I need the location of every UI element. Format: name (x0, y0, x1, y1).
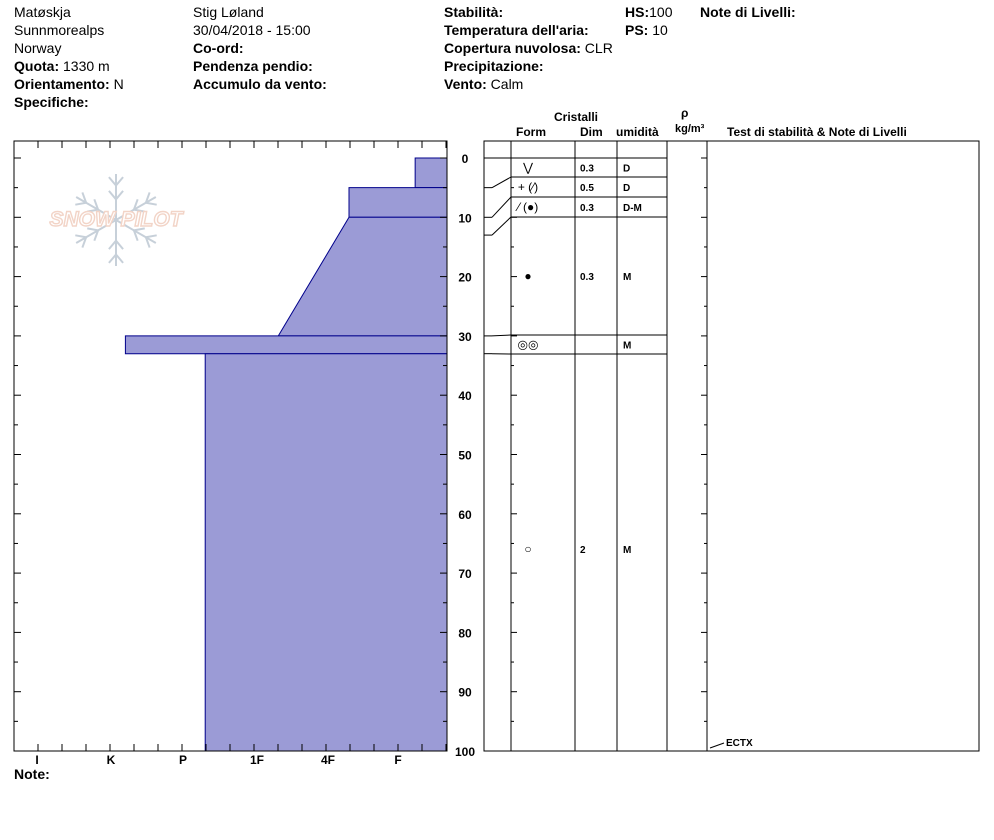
depth-tick-label: 70 (458, 567, 472, 582)
layer-moisture-value: M (623, 272, 632, 283)
layer-form-symbol: ⁄ (●) (517, 200, 539, 214)
ps-value: 10 (652, 22, 668, 38)
depth-tick-label: 20 (458, 270, 472, 285)
hardness-segment (205, 354, 447, 751)
location: Matøskja (14, 4, 71, 20)
note-label: Note: (14, 766, 50, 782)
layer-moisture-value: D (623, 163, 631, 175)
layer-form-symbol: ● (524, 269, 532, 283)
layer-form-symbol: ○ (524, 542, 532, 556)
crystals-header: Cristalli (554, 110, 599, 124)
wind-label: Vento: (444, 76, 487, 92)
snowpilot-watermark (50, 174, 185, 266)
aspect-label: Orientamento: (14, 76, 110, 92)
range: Sunnmorealps (14, 22, 105, 38)
layer-leader-line (492, 177, 511, 188)
hardness-tick-label: F (394, 753, 402, 767)
dim-header: Dim (580, 125, 603, 139)
slope-label: Pendenza pendio: (193, 58, 313, 74)
depth-tick-label: 90 (458, 685, 472, 700)
depth-tick-label: 10 (458, 211, 472, 226)
form-header: Form (516, 125, 546, 139)
depth-tick-label: 30 (458, 329, 472, 344)
precip-label: Precipitazione: (444, 58, 544, 74)
layer-form-symbol: ⋁ (523, 160, 533, 175)
hardness-tick-label: P (178, 753, 188, 767)
hardness-tick-label: I (35, 753, 39, 767)
layer-leader-line (492, 335, 511, 336)
wind-loading-label: Accumulo da vento: (193, 76, 327, 92)
country: Norway (14, 40, 62, 56)
aspect-value: N (113, 76, 124, 92)
layer-moisture-value: M (623, 545, 632, 556)
tests-header: Test di stabilità & Note di Livelli (727, 125, 907, 139)
specifics-label: Specifiche: (14, 94, 89, 110)
layer-moisture-value: D-M (623, 203, 642, 214)
hs-label: HS: (625, 4, 650, 20)
layer-notes-label: Note di Livelli: (700, 4, 796, 20)
test-pointer (710, 743, 724, 748)
density-unit-header: kg/m³ (675, 123, 705, 135)
sky-label: Copertura nuvolosa: (444, 40, 581, 56)
layer-dim-value: 0.3 (580, 163, 594, 175)
layer-form-symbol: + (⁄) (517, 180, 539, 194)
hardness-tick-label: K (106, 753, 116, 767)
observer: Stig Løland (193, 4, 264, 20)
layer-moisture-value: M (623, 340, 632, 352)
hardness-tick-label: 1F (249, 753, 265, 767)
moisture-header: umidità (616, 125, 659, 139)
hs-value: 100 (649, 4, 673, 20)
layer-dim-value: 0.3 (580, 203, 594, 214)
test-label: ECTX (726, 738, 753, 749)
depth-tick-label: 40 (458, 389, 472, 404)
layer-form-symbol: ◎◎ (517, 337, 539, 352)
layer-dim-value: 2 (580, 545, 586, 556)
elevation-value: 1330 m (63, 58, 110, 74)
hardness-segment (125, 336, 447, 354)
layer-table-frame (484, 141, 979, 751)
hardness-tick-label: 4F (320, 753, 336, 767)
layer-dim-value: 0.5 (580, 183, 594, 194)
rho-header: ρ (681, 106, 689, 120)
sky-value: CLR (584, 40, 613, 56)
datetime: 30/04/2018 - 15:00 (193, 22, 311, 38)
depth-tick-label: 50 (458, 448, 472, 463)
stability-label: Stabilità: (444, 4, 504, 20)
layer-dim-value: 0.3 (580, 272, 594, 283)
depth-tick-label: 0 (461, 152, 469, 166)
depth-tick-label: 60 (458, 507, 472, 522)
layer-leader-line (492, 217, 511, 235)
hardness-segment (349, 188, 447, 218)
layer-moisture-value: D (623, 183, 631, 194)
depth-tick-label: 100 (454, 745, 476, 759)
hardness-segment (415, 158, 447, 188)
layer-leader-line (492, 197, 511, 217)
hardness-segment (278, 217, 447, 336)
elevation-label: Quota: (14, 58, 60, 74)
depth-tick-label: 80 (458, 626, 472, 641)
ps-label: PS: (625, 22, 649, 38)
watermark-text: SNOW PILOT (49, 208, 183, 231)
coord-label: Co-ord: (193, 40, 244, 56)
wind-value: Calm (490, 76, 524, 92)
air-temp-label: Temperatura dell'aria: (444, 22, 589, 38)
